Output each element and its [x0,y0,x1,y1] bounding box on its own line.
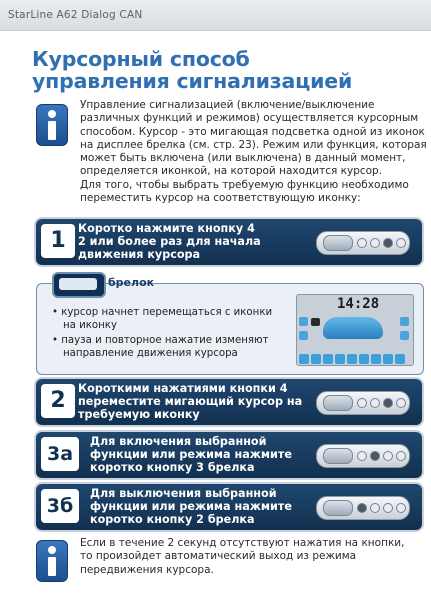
page-title [32,48,352,92]
lock-icon [311,318,320,326]
fob-label: брелок [108,276,155,289]
step-number: 3а [41,437,79,471]
fob-icon [52,272,106,298]
fob-display [296,294,414,366]
step-1 [36,219,422,265]
step-text: Короткими нажатиями кнопки 4 переместите мигающий курсор на требуемую иконку [78,382,303,422]
key-fob-icon [316,444,410,468]
fob-bullet-2: • пауза и повторное нажатие изменяют направление движения курсора [52,335,269,360]
step-3a [36,432,422,478]
display-side-icon [299,317,308,326]
footer-paragraph: Если в течение 2 секунд отсутствуют нажатия на кнопки, то произойдет автоматический выход из режима передвижения курсора. [80,537,405,576]
info-icon [36,104,68,146]
display-side-icon [400,331,409,340]
step-number: 1 [41,224,75,258]
step-text: Коротко нажмите кнопку 4 2 или более раз для начала движения курсора [78,222,261,262]
key-fob-icon [316,496,410,520]
step-number: 3б [41,489,79,523]
title-line-2: управления сигнализацией [32,69,353,93]
key-fob-icon [316,391,410,415]
step-text: Для выключения выбранной функции или режима нажмите коротко кнопку 2 брелка [90,487,292,527]
display-icon-row [299,349,411,361]
step-2 [36,379,422,425]
intro-paragraph: Управление сигнализацией (включение/выключение различных функций и режимов) осуществляется курсорным способом. Курсор - это мигающая подсветка одной из иконок на дисплее брелка (см. стр. 23). Режим или функция, которая может быть включена (или выключена) в данный момент, определяется иконкой, на которой находится курсор. Для того, чтобы выбрать требуемую функцию необходимо переместить курсор на соответствующую иконку: [80,99,427,205]
header-bar [0,0,431,31]
display-side-icon [299,331,308,340]
key-fob-icon [316,231,410,255]
header-text: StarLine A62 Dialog CAN [8,9,143,21]
fob-bullet-1: • курсор начнет перемещаться с иконки на иконку [52,307,273,332]
info-icon [36,540,68,582]
display-side-icon [400,317,409,326]
step-text: Для включения выбранной функции или режима нажмите коротко кнопку 3 брелка [90,435,292,475]
display-time: 14:28 [337,296,380,312]
step-3b [36,484,422,530]
car-icon [323,317,383,339]
title-line-1: Курсорный способ [32,47,250,71]
step-number: 2 [41,384,75,418]
